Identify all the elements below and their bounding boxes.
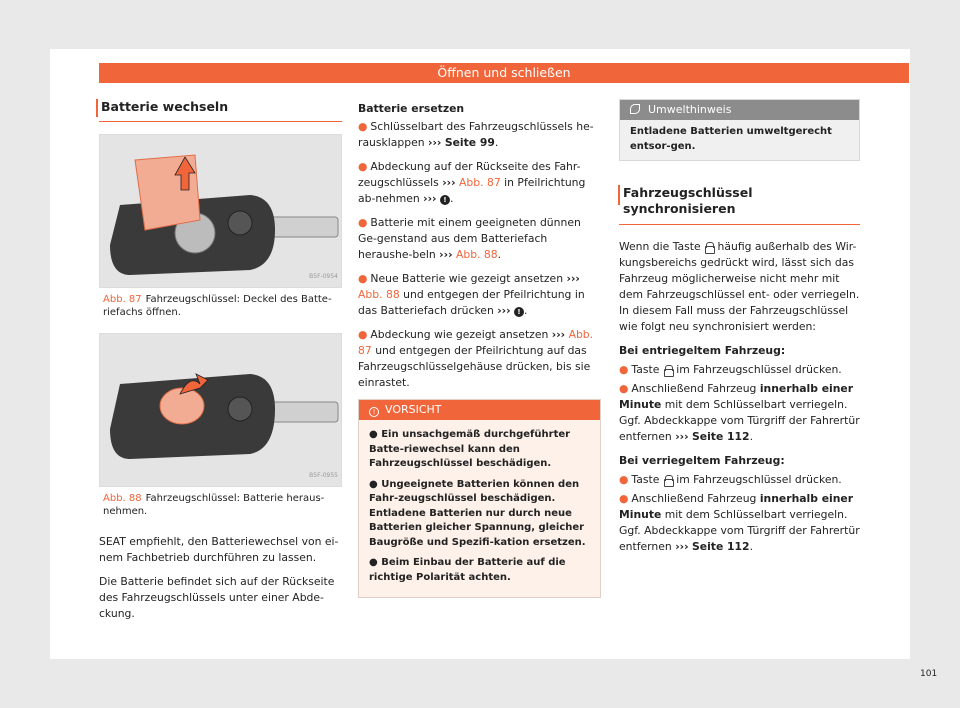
subheading: Batterie ersetzen [358,102,465,115]
step-item: ● Taste im Fahrzeugschlüssel drücken. [619,363,842,376]
unlock-icon [664,475,672,484]
right-column [619,99,860,563]
cross-ref[interactable]: Abb. 87 [459,176,501,189]
bullet: ● [369,557,378,568]
environment-text: Entladene Batterien umweltgerecht entsor-gen. [630,126,832,152]
step-item: ● Neue Batterie wie gezeigt ansetzen ››› Abb. 88 und entgegen der Pfeilrichtung in das Batteriefach drücken ››› ! . [358,272,585,317]
environment-note [619,99,860,161]
middle-column [358,101,601,598]
lock-icon [705,242,713,251]
paragraph: Die Batterie befindet sich auf der Rückseite des Fahrzeugschlüssels unter einer Abde-ckung. [99,575,335,620]
warning-icon: ! [514,307,524,317]
cross-ref-arrow: ››› [675,540,689,553]
caution-item: ● Ungeeignete Batterien können den Fahr-zeugschlüssel beschädigen. Entladene Batterien nur durch neue Batterien gleicher Spannung, gleicher Baugröße und Spezifi-kation ersetzen. [369,478,586,548]
bullet: ● [619,363,629,376]
bullet: ● [369,478,378,490]
info-circle-icon: ! [369,407,379,417]
bullet: ● [358,160,368,173]
figure-label: Abb. 88 [103,493,142,504]
step-item: ● Abdeckung auf der Rückseite des Fahr-zeugschlüssels ››› Abb. 87 in Pfeilrichtung ab-nehmen ››› ! . [358,160,586,205]
section-title: Fahrzeugschlüssel synchronisieren [619,185,860,225]
section-title: Batterie wechseln [99,99,342,122]
caution-header: ! VORSICHT [359,400,600,420]
bullet: ● [358,328,368,341]
figure-code: B5F-0954 [309,273,338,280]
cross-ref-arrow: ››› [428,136,442,149]
cross-ref[interactable]: Seite 112 [691,430,750,443]
cross-ref[interactable]: Seite 112 [691,540,750,553]
step-item: ● Taste im Fahrzeugschlüssel drücken. [619,473,842,486]
caution-item: ● Ein unsachgemäß durchgeführter Batte-riewechsel kann den Fahrzeugschlüssel beschädigen. [369,429,571,469]
caption-text: Fahrzeugschlüssel: Batterie heraus-nehmen. [103,493,325,517]
cross-ref-arrow: ››› [497,304,511,317]
warning-icon: ! [440,195,450,205]
cross-ref-arrow: ››› [439,248,453,261]
bullet: ● [619,473,629,486]
lock-icon [664,365,672,374]
bullet: ● [619,492,629,505]
step-item: ● Anschließend Fahrzeug innerhalb einer Minute mit dem Schlüsselbart verriegeln. Ggf. Abdeckkappe vom Türgriff der Fahrertür entfernen ››› Seite 112. [619,382,860,443]
cross-ref[interactable]: Abb. 88 [358,288,400,301]
figure-caption [103,293,342,319]
step-item: ● Abdeckung wie gezeigt ansetzen ››› Abb. 87 und entgegen der Pfeilrichtung auf das Fahrzeugschlüsselgehäuse drücken, bis sie einrastet. [358,328,594,389]
figure-key-battery [99,333,342,487]
leaf-icon [630,104,640,114]
bullet: ● [358,272,368,285]
cross-ref[interactable]: Seite 99 [444,136,495,149]
figure-label: Abb. 87 [103,294,142,305]
cross-ref-arrow: ››› [675,430,689,443]
cross-ref[interactable]: Abb. 88 [455,248,498,261]
key-battery-illustration [100,334,341,486]
paragraph: Wenn die Taste häufig außerhalb des Wir-kungsbereichs gedrückt wird, lässt sich das Fahrzeug möglicherweise nicht mehr mit dem Fahrzeugschlüssel ent- oder verriegeln. In diesem Fall muss der Fahrzeugschlüssel wie folgt neu synchronisiert werden: [619,240,860,333]
bullet: ● [619,382,629,395]
caution-item: ● Beim Einbau der Batterie auf die richtige Polarität achten. [369,557,566,583]
subheading: Bei verriegeltem Fahrzeug: [619,454,785,467]
environment-header: Umwelthinweis [620,100,859,120]
cross-ref-arrow: ››› [551,328,566,341]
cross-ref-arrow: ››› [423,192,437,205]
cross-ref-arrow: ››› [566,272,580,285]
bullet: ● [358,120,368,133]
step-item: ● Batterie mit einem geeigneten dünnen Ge-genstand aus dem Batteriefach heraushe-beln ››› Abb. 88. [358,216,581,261]
step-item: ● Anschließend Fahrzeug innerhalb einer Minute mit dem Schlüsselbart verriegeln. Ggf. Abdeckkappe vom Türgriff der Fahrertür entfernen ››› Seite 112. [619,492,860,553]
page-number: 101 [920,669,938,679]
figure-key-cover [99,134,342,288]
cross-ref[interactable]: Abb. 87 [358,328,594,357]
cross-ref-arrow: ››› [442,176,456,189]
bullet: ● [358,216,368,229]
subheading: Bei entriegeltem Fahrzeug: [619,344,786,357]
paragraph: SEAT empfiehlt, den Batteriewechsel von ei-nem Fachbetrieb durchführen zu lassen. [99,535,339,564]
manual-page [50,49,938,679]
caption-text: Fahrzeugschlüssel: Deckel des Batte-riefachs öffnen. [103,294,332,318]
key-cover-illustration [100,135,341,287]
left-column [99,99,342,630]
figure-caption [103,492,342,518]
caution-box [358,399,601,598]
figure-code: B5F-0955 [309,472,338,479]
bullet: ● [369,429,378,440]
caution-body [359,420,600,597]
step-item: ● Schlüsselbart des Fahrzeugschlüssels he-rausklappen ››› Seite 99. [358,120,594,149]
chapter-header: Öffnen und schließen [99,63,909,83]
